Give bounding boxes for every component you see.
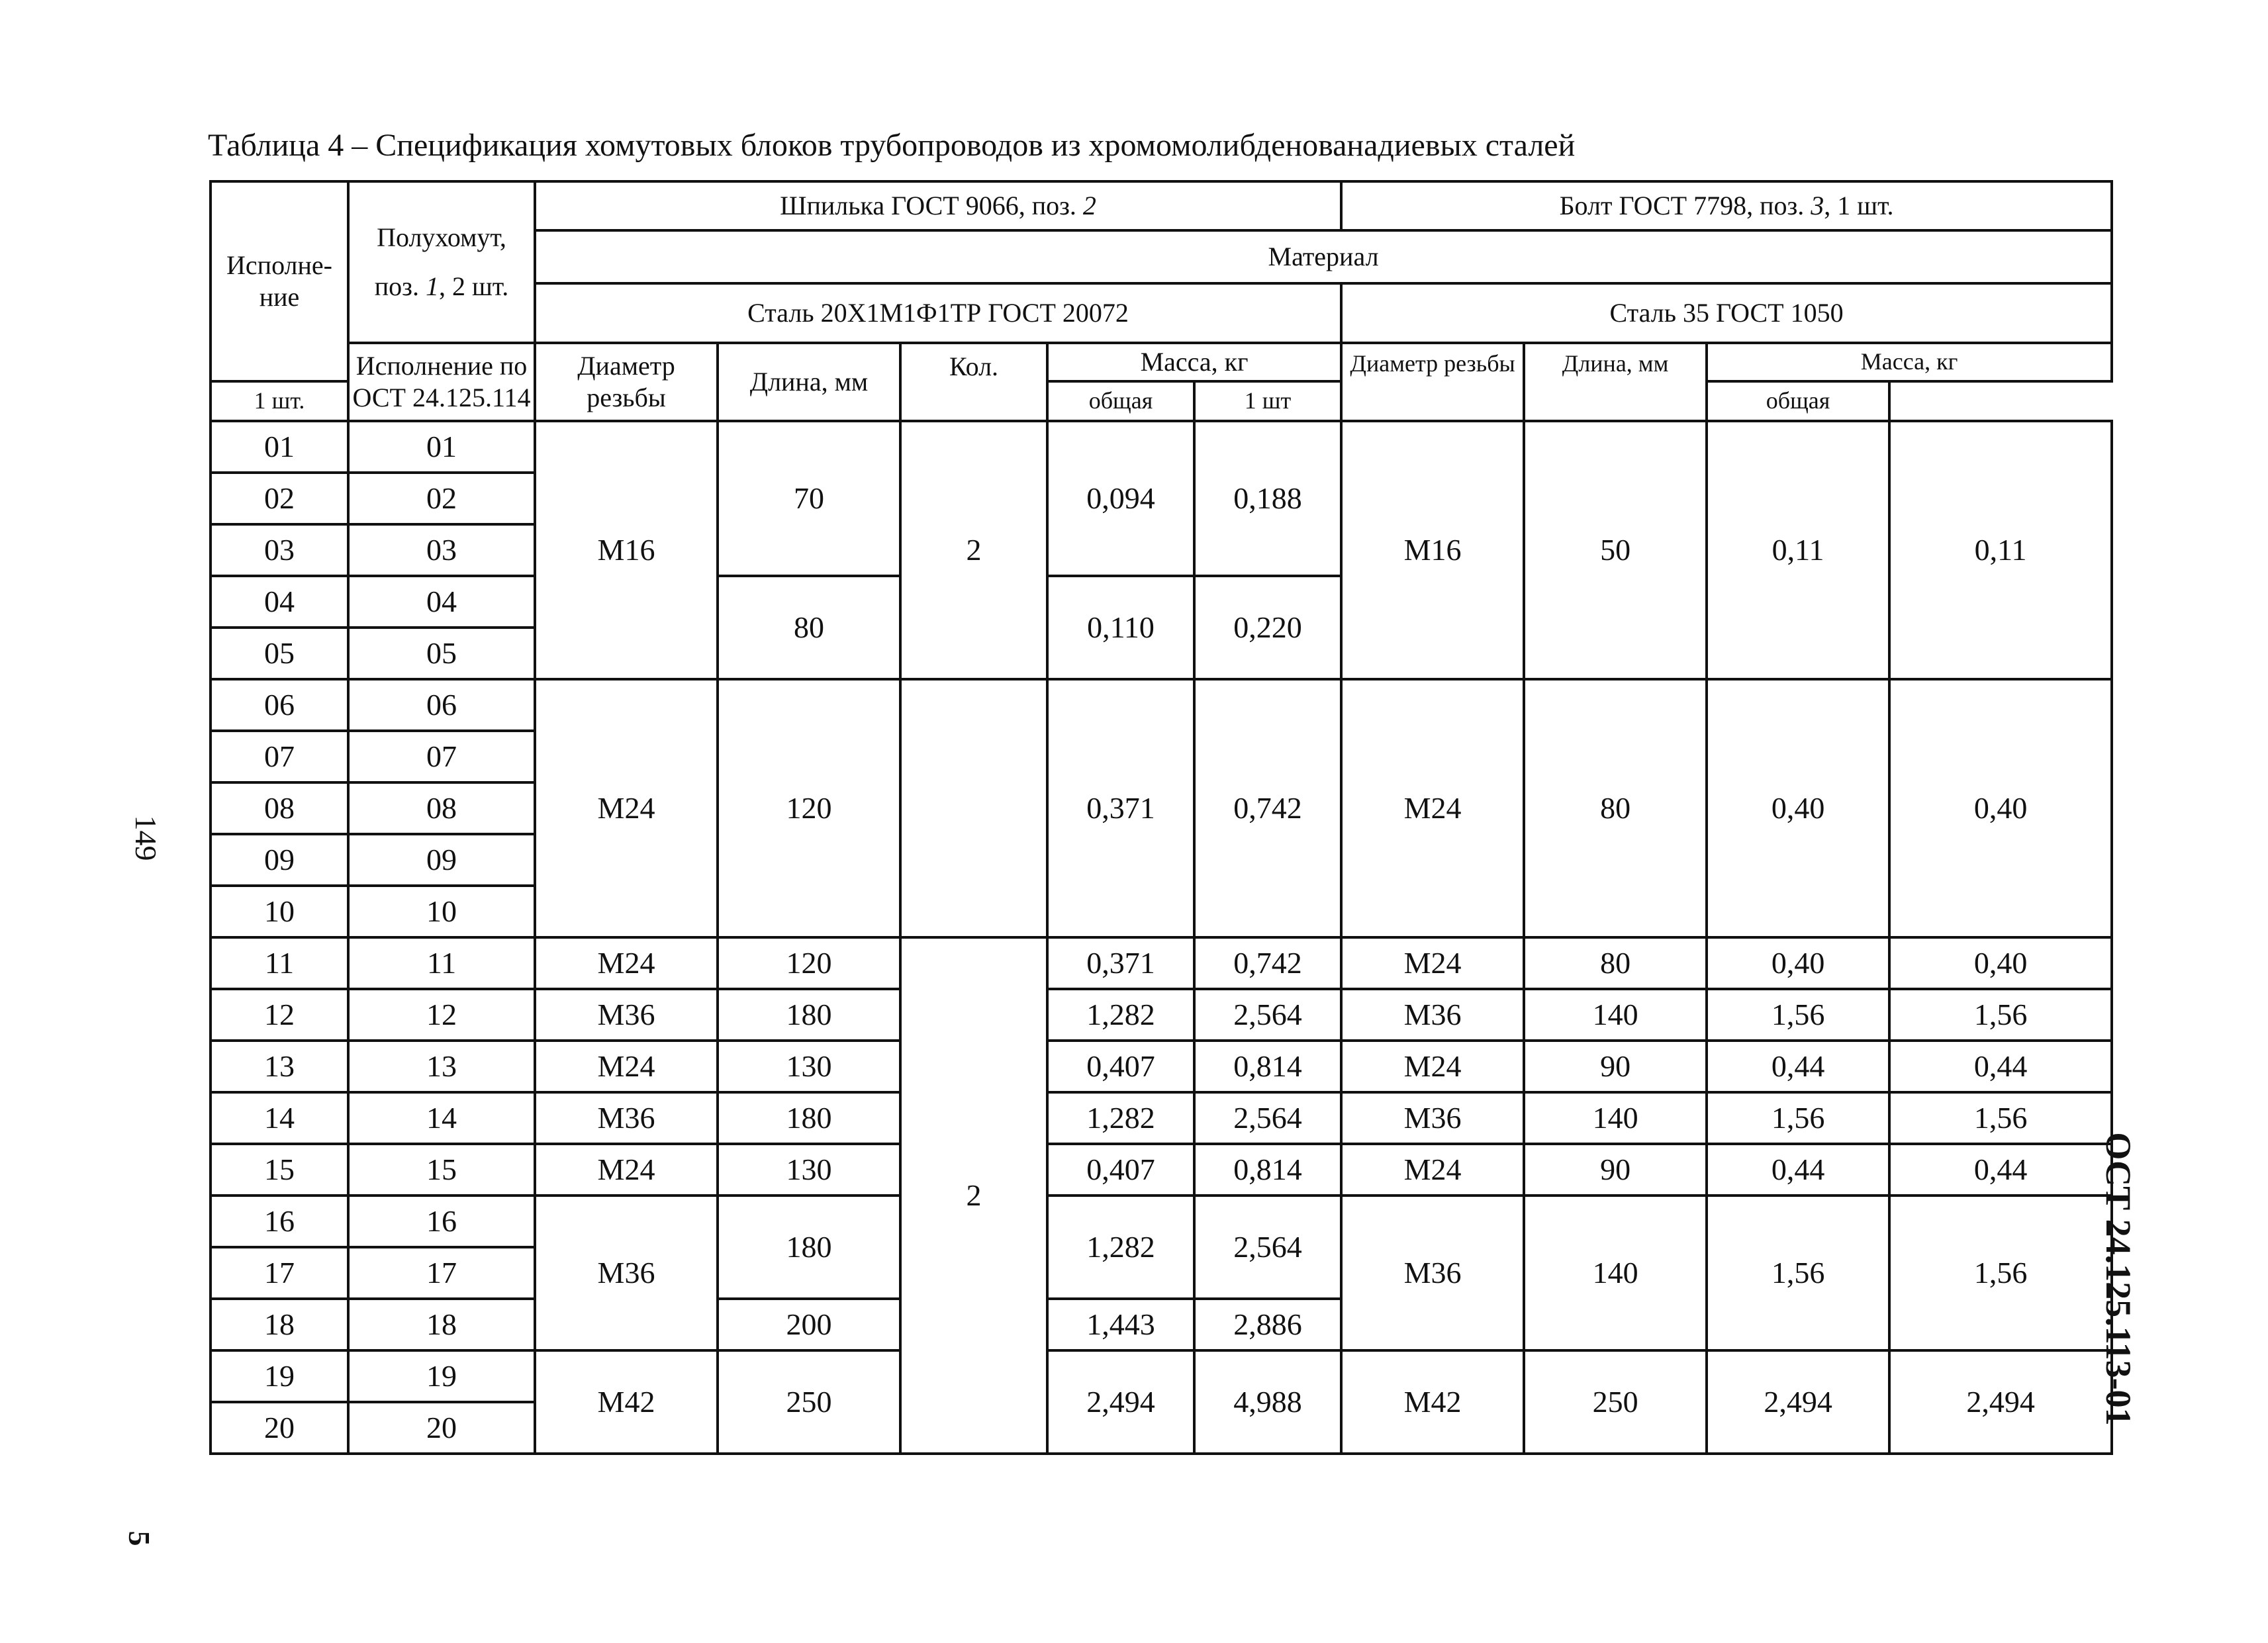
cell-bolt-m1: 0,44: [1707, 1144, 1889, 1196]
cell-stud-m1: 0,407: [1047, 1041, 1194, 1092]
cell-bolt-mt: 0,44: [1889, 1041, 2112, 1092]
cell-stud-m1: 1,443: [1047, 1299, 1194, 1350]
cell-bolt-len: 140: [1524, 989, 1707, 1041]
cell-stud-len: 250: [718, 1350, 900, 1454]
cell-isp: 11: [211, 937, 348, 989]
cell-isp: 13: [211, 1041, 348, 1092]
table-row: [211, 1350, 2112, 1402]
cell-bolt-m1: 1,56: [1707, 989, 1889, 1041]
header-bolt-obshaya: общая: [1707, 381, 1889, 421]
cell-stud-diam: М36: [535, 989, 718, 1041]
cell-pol: 05: [348, 628, 535, 679]
cell-isp: 04: [211, 576, 348, 628]
header-bolt-massa: Масса, кг: [1707, 343, 2112, 381]
cell-stud-m1: 0,371: [1047, 937, 1194, 989]
cell-isp: 07: [211, 731, 348, 782]
cell-isp: 05: [211, 628, 348, 679]
cell-bolt-mt: 1,56: [1889, 1092, 2112, 1144]
cell-bolt-mt: 0,44: [1889, 1144, 2112, 1196]
table-row: [211, 1144, 2112, 1196]
cell-stud-diam: М42: [535, 1350, 718, 1454]
cell-stud-m1: 0,407: [1047, 1144, 1194, 1196]
cell-stud-len: 120: [718, 679, 900, 937]
cell-isp: 08: [211, 782, 348, 834]
cell-isp: 10: [211, 886, 348, 937]
cell-bolt-mt: 1,56: [1889, 989, 2112, 1041]
header-isp-po-ost: Исполнение по ОСТ 24.125.114: [348, 343, 535, 421]
cell-bolt-len: 80: [1524, 937, 1707, 989]
cell-bolt-mt: 0,11: [1889, 421, 2112, 679]
cell-bolt-len: 140: [1524, 1092, 1707, 1144]
cell-pol: 12: [348, 989, 535, 1041]
cell-pol: 19: [348, 1350, 535, 1402]
cell-stud-mt: 0,188: [1194, 421, 1341, 576]
cell-pol: 06: [348, 679, 535, 731]
cell-pol: 02: [348, 473, 535, 524]
cell-stud-diam: М36: [535, 1092, 718, 1144]
cell-bolt-diam: М42: [1341, 1350, 1524, 1454]
cell-isp: 16: [211, 1196, 348, 1247]
cell-bolt-len: 90: [1524, 1041, 1707, 1092]
cell-bolt-diam: М24: [1341, 679, 1524, 937]
cell-stud-m1: 0,094: [1047, 421, 1194, 576]
header-bolt-1sht: 1 шт: [1194, 381, 1341, 421]
cell-stud-len: 180: [718, 1092, 900, 1144]
cell-stud-mt: 0,814: [1194, 1041, 1341, 1092]
cell-bolt-len: 50: [1524, 421, 1707, 679]
table-row: [211, 989, 2112, 1041]
table-row: [211, 1092, 2112, 1144]
cell-pol: 08: [348, 782, 535, 834]
cell-stud-len: 180: [718, 1196, 900, 1299]
table-row: [211, 937, 2112, 989]
header-stud-obshaya: общая: [1047, 381, 1194, 421]
cell-stud-kol: 2: [900, 937, 1047, 1454]
table-row: [211, 679, 2112, 731]
cell-stud-m1: 2,494: [1047, 1350, 1194, 1454]
header-steel-bolt: Сталь 35 ГОСТ 1050: [1341, 283, 2112, 343]
cell-bolt-diam: М24: [1341, 1041, 1524, 1092]
cell-pol: 18: [348, 1299, 535, 1350]
cell-stud-mt: 2,886: [1194, 1299, 1341, 1350]
header-shpilka: Шпилька ГОСТ 9066, поз. 2: [535, 181, 1341, 230]
header-bolt-diam: Диаметр резьбы: [1341, 343, 1524, 421]
cell-stud-len: 80: [718, 576, 900, 679]
cell-isp: 18: [211, 1299, 348, 1350]
header-stud-diam: Диаметр резьбы: [535, 343, 718, 421]
cell-bolt-mt: 0,40: [1889, 679, 2112, 937]
cell-pol: 13: [348, 1041, 535, 1092]
cell-stud-diam: М16: [535, 421, 718, 679]
cell-bolt-mt: 0,40: [1889, 937, 2112, 989]
sheet-number: 5: [122, 1530, 156, 1546]
cell-pol: 14: [348, 1092, 535, 1144]
cell-stud-len: 120: [718, 937, 900, 989]
cell-stud-kol: 2: [900, 421, 1047, 679]
cell-bolt-diam: М36: [1341, 1092, 1524, 1144]
cell-bolt-diam: М24: [1341, 937, 1524, 989]
cell-stud-len: 200: [718, 1299, 900, 1350]
cell-stud-len: 130: [718, 1144, 900, 1196]
cell-stud-diam: М24: [535, 679, 718, 937]
cell-stud-m1: 1,282: [1047, 1196, 1194, 1299]
header-bolt: Болт ГОСТ 7798, поз. 3, 1 шт.: [1341, 181, 2112, 230]
cell-bolt-len: 80: [1524, 679, 1707, 937]
cell-stud-m1: 0,371: [1047, 679, 1194, 937]
header-ispolnenie: Исполне-ние: [211, 181, 348, 381]
cell-stud-diam: М36: [535, 1196, 718, 1350]
document-code: ОСТ 24.125.113-01: [2099, 1132, 2138, 1426]
cell-isp: 06: [211, 679, 348, 731]
cell-pol: 15: [348, 1144, 535, 1196]
cell-bolt-m1: 1,56: [1707, 1092, 1889, 1144]
cell-bolt-diam: М36: [1341, 1196, 1524, 1350]
cell-stud-diam: М24: [535, 1144, 718, 1196]
cell-isp: 17: [211, 1247, 348, 1299]
cell-stud-mt: 0,742: [1194, 937, 1341, 989]
cell-stud-kol: [900, 679, 1047, 937]
header-stud-dlina: Длина, мм: [718, 343, 900, 421]
cell-stud-m1: 1,282: [1047, 1092, 1194, 1144]
cell-bolt-m1: 0,40: [1707, 679, 1889, 937]
cell-stud-len: 130: [718, 1041, 900, 1092]
header-steel-stud: Сталь 20Х1М1Ф1ТР ГОСТ 20072: [535, 283, 1341, 343]
page-number: 149: [129, 815, 163, 861]
cell-stud-mt: 0,742: [1194, 679, 1341, 937]
header-stud-1sht: 1 шт.: [211, 381, 348, 421]
specification-table: [209, 180, 2113, 1455]
cell-pol: 11: [348, 937, 535, 989]
cell-stud-mt: 0,814: [1194, 1144, 1341, 1196]
cell-bolt-m1: 0,44: [1707, 1041, 1889, 1092]
cell-isp: 20: [211, 1402, 348, 1454]
cell-bolt-mt: 2,494: [1889, 1350, 2112, 1454]
table-row: [211, 1041, 2112, 1092]
cell-pol: 04: [348, 576, 535, 628]
table-row: [211, 421, 2112, 473]
cell-stud-diam: М24: [535, 937, 718, 989]
cell-isp: 19: [211, 1350, 348, 1402]
cell-stud-m1: 0,110: [1047, 576, 1194, 679]
cell-pol: 10: [348, 886, 535, 937]
cell-bolt-m1: 1,56: [1707, 1196, 1889, 1350]
cell-bolt-len: 250: [1524, 1350, 1707, 1454]
cell-bolt-m1: 2,494: [1707, 1350, 1889, 1454]
cell-bolt-diam: М36: [1341, 989, 1524, 1041]
cell-stud-mt: 4,988: [1194, 1350, 1341, 1454]
cell-isp: 09: [211, 834, 348, 886]
header-stud-massa: Масса, кг: [1047, 343, 1341, 381]
cell-pol: 17: [348, 1247, 535, 1299]
cell-pol: 16: [348, 1196, 535, 1247]
header-poluhomut-line1: Полухомут,: [377, 222, 506, 252]
cell-stud-len: 180: [718, 989, 900, 1041]
cell-bolt-diam: М16: [1341, 421, 1524, 679]
cell-bolt-diam: М24: [1341, 1144, 1524, 1196]
table-row: [211, 1196, 2112, 1247]
header-stud-kol: Кол.: [900, 343, 1047, 421]
header-poluhomut-line2: поз. 1, 2 шт.: [374, 271, 509, 301]
cell-pol: 07: [348, 731, 535, 782]
cell-pol: 01: [348, 421, 535, 473]
cell-stud-diam: М24: [535, 1041, 718, 1092]
cell-isp: 14: [211, 1092, 348, 1144]
cell-stud-mt: 2,564: [1194, 989, 1341, 1041]
cell-bolt-m1: 0,40: [1707, 937, 1889, 989]
cell-stud-mt: 2,564: [1194, 1092, 1341, 1144]
cell-bolt-m1: 0,11: [1707, 421, 1889, 679]
header-poluhomut: [348, 181, 535, 343]
cell-pol: 03: [348, 524, 535, 576]
cell-bolt-len: 140: [1524, 1196, 1707, 1350]
cell-pol: 20: [348, 1402, 535, 1454]
cell-stud-m1: 1,282: [1047, 989, 1194, 1041]
cell-pol: 09: [348, 834, 535, 886]
cell-isp: 15: [211, 1144, 348, 1196]
cell-isp: 01: [211, 421, 348, 473]
header-material: Материал: [535, 230, 2112, 283]
cell-isp: 02: [211, 473, 348, 524]
cell-stud-mt: 2,564: [1194, 1196, 1341, 1299]
header-bolt-dlina: Длина, мм: [1524, 343, 1707, 421]
cell-stud-len: 70: [718, 421, 900, 576]
cell-isp: 03: [211, 524, 348, 576]
cell-bolt-len: 90: [1524, 1144, 1707, 1196]
cell-stud-mt: 0,220: [1194, 576, 1341, 679]
table-caption: Таблица 4 – Спецификация хомутовых блоков трубопроводов из хромомолибденованадиевых сталей: [208, 128, 1576, 163]
cell-bolt-mt: 1,56: [1889, 1196, 2112, 1350]
cell-isp: 12: [211, 989, 348, 1041]
